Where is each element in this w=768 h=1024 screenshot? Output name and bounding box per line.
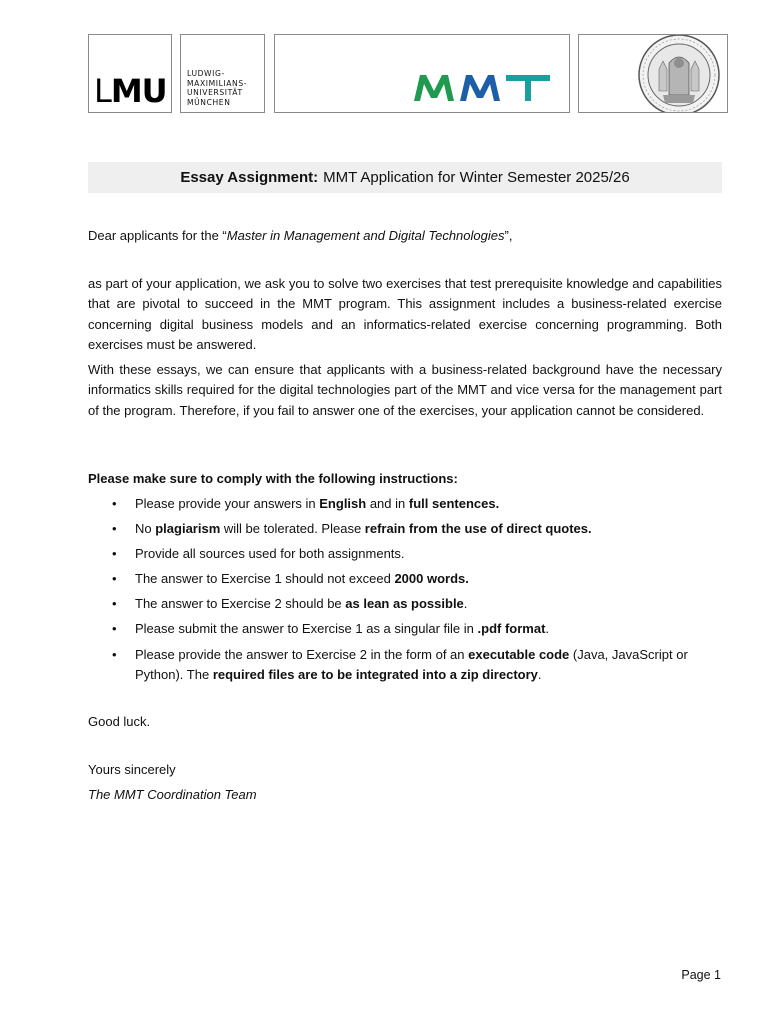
title-rest: MMT Application for Winter Semester 2025/26 — [323, 169, 630, 186]
mmt-logo-graphic — [412, 73, 552, 103]
page-number: Page 1 — [681, 968, 721, 982]
university-line: UNIVERSITÄT — [187, 88, 243, 97]
title-bold: Essay Assignment: — [180, 169, 319, 186]
list-item: • The answer to Exercise 2 should be as lean as possible. — [112, 596, 468, 612]
greeting: Dear applicants for the “Master in Management and Digital Technologies”, — [88, 228, 513, 243]
list-item: • The answer to Exercise 1 should not exceed 2000 words. — [112, 571, 469, 587]
lmu-logo — [88, 34, 172, 113]
good-luck-text: Good luck. — [88, 714, 151, 729]
seal-icon — [623, 34, 728, 113]
mmt-logo — [274, 34, 570, 113]
university-line: MAXIMILIANS- — [187, 78, 248, 88]
university-seal — [578, 34, 728, 113]
list-item: • Provide all sources used for both assignments. — [112, 546, 405, 562]
list-item: • Please provide your answers in English and in full sentences. — [112, 496, 500, 511]
university-line: MÜNCHEN — [187, 97, 231, 107]
document-title — [88, 162, 722, 193]
closing-salutation: Yours sincerely — [88, 762, 176, 777]
lmu-logo-text: LMU — [94, 72, 167, 110]
instructions-heading: Please make sure to comply with the following instructions: — [88, 471, 458, 486]
instructions-list — [88, 494, 722, 690]
signature: The MMT Coordination Team — [88, 787, 257, 802]
paragraph: as part of your application, we ask you to solve two exercises that test prerequisite knowledge and capabilities that are pivotal to succeed in the MMT program. This assignment includes a business-related exercise concerning digital business models and an informatics-related exercise concerning programming. Both exercises must be answered. — [88, 276, 722, 352]
program-name: Master in Management and Digital Technologies — [226, 228, 505, 243]
paragraph: With these essays, we can ensure that applicants with a business-related background have the necessary informatics skills required for the digital technologies part of the MMT and vice versa for the management part of the program. Therefore, if you fail to answer one of the exercises, your application cannot be considered. — [88, 362, 722, 418]
university-name-logo — [180, 34, 265, 113]
list-item: • Please provide the answer to Exercise 2 in the form of an executable code (Java, JavaScript or Python). The required files are to be integrated into a zip directory. — [112, 646, 688, 682]
list-item: • Please submit the answer to Exercise 1 as a singular file in .pdf format. — [112, 621, 550, 637]
list-item: • No plagiarism will be tolerated. Please refrain from the use of direct quotes. — [112, 521, 592, 537]
university-line: LUDWIG- — [187, 69, 225, 78]
